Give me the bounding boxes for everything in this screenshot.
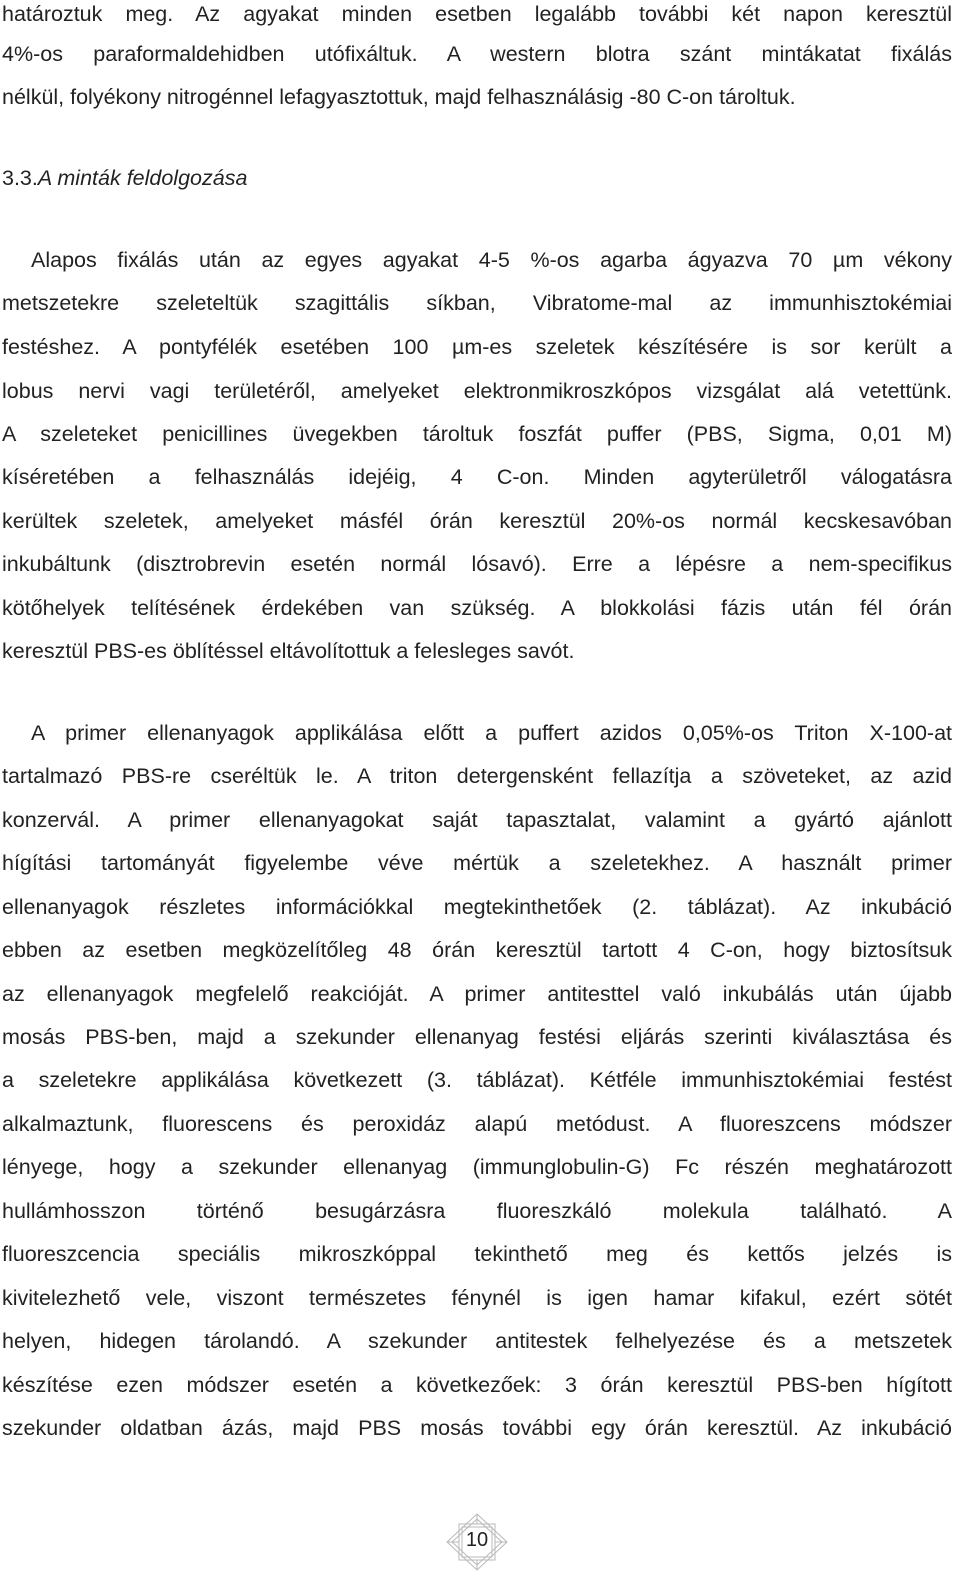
section-heading [2,164,247,192]
text-line: 4%-os paraformaldehidben utófixáltuk. A western blotra szánt mintákatat fixálás [2,42,952,66]
text-line: ebben az esetben megközelítőleg 48 órán keresztül tartott 4 C-on, hogy biztosítsuk [2,938,952,962]
section-title: A minták feldolgozása [37,166,248,190]
text-line: kivitelezhető vele, viszont természetes fénynél is igen hamar kifakul, ezért sötét [2,1286,952,1310]
text-line: helyen, hidegen tárolandó. A szekunder antitestek felhelyezése és a metszetek [2,1329,952,1353]
text-line: a szeletekre applikálása következett (3. táblázat). Kétféle immunhisztokémiai festést [2,1068,952,1092]
text-line: inkubáltunk (disztrobrevin esetén normál lósavó). Erre a lépésre a nem-specifikus [2,552,952,576]
text-line: szekunder oldatban ázás, majd PBS mosás további egy órán keresztül. Az inkubáció [2,1416,952,1440]
text-line: készítése ezen módszer esetén a következőek: 3 órán keresztül PBS-ben hígított [2,1373,952,1397]
text-line: A primer ellenanyagok applikálása előtt a puffert azidos 0,05%-os Triton X-100-at [31,721,952,745]
text-line: nélkül, folyékony nitrogénnel lefagyasztottuk, majd felhasználásig -80 C-on tároltuk. [2,85,796,109]
text-line: lényege, hogy a szekunder ellenanyag (immunglobulin-G) Fc részén meghatározott [2,1155,952,1179]
text-line: mosás PBS-ben, majd a szekunder ellenanyag festési eljárás szerinti kiválasztása és [2,1025,952,1049]
text-line: lobus nervi vagi területéről, amelyeket elektronmikroszkópos vizsgálat alá vetettünk. [2,379,952,403]
text-line: kíséretében a felhasználás idejéig, 4 C-on. Minden agyterületről válogatásra [2,465,952,489]
text-line: keresztül PBS-es öblítéssel eltávolítottuk a felesleges savót. [2,639,575,663]
text-line: tartalmazó PBS-re cseréltük le. A triton detergensként fellazítja a szöveteket, az azid [2,764,952,788]
text-line: kerültek szeletek, amelyeket másfél órán keresztül 20%-os normál kecskesavóban [2,509,952,533]
text-line: kötőhelyek telítésének érdekében van szükség. A blokkolási fázis után fél órán [2,596,952,620]
text-line: hígítási tartományát figyelembe véve mértük a szeletekhez. A használt primer [2,851,952,875]
text-line: határoztuk meg. Az agyakat minden esetben legalább további két napon keresztül [2,2,952,26]
page-number: 10 [465,1529,489,1551]
text-line: konzervál. A primer ellenanyagokat saját tapasztalat, valamint a gyártó ajánlott [2,808,952,832]
section-number: 3.3. [2,166,38,190]
text-line: az ellenanyagok megfelelő reakcióját. A primer antitesttel való inkubálás után újabb [2,982,952,1006]
text-line: festéshez. A pontyfélék esetében 100 µm-es szeletek készítésére is sor került a [2,335,952,359]
text-line: alkalmaztunk, fluorescens és peroxidáz alapú metódust. A fluoreszcens módszer [2,1112,952,1136]
text-line: hullámhosszon történő besugárzásra fluoreszkáló molekula található. A [2,1199,952,1223]
text-line: A szeleteket penicillines üvegekben tároltuk foszfát puffer (PBS, Sigma, 0,01 M) [2,422,952,446]
page-number-badge [445,1512,509,1572]
text-line: metszetekre szeleteltük szagittális síkban, Vibratome-mal az immunhisztokémiai [2,291,952,315]
text-line: Alapos fixálás után az egyes agyakat 4-5 %-os agarba ágyazva 70 µm vékony [31,248,952,272]
text-line: ellenanyagok részletes információkkal megtekinthetőek (2. táblázat). Az inkubáció [2,895,952,919]
text-line: fluoreszcencia speciális mikroszkóppal tekinthető meg és kettős jelzés is [2,1242,952,1266]
